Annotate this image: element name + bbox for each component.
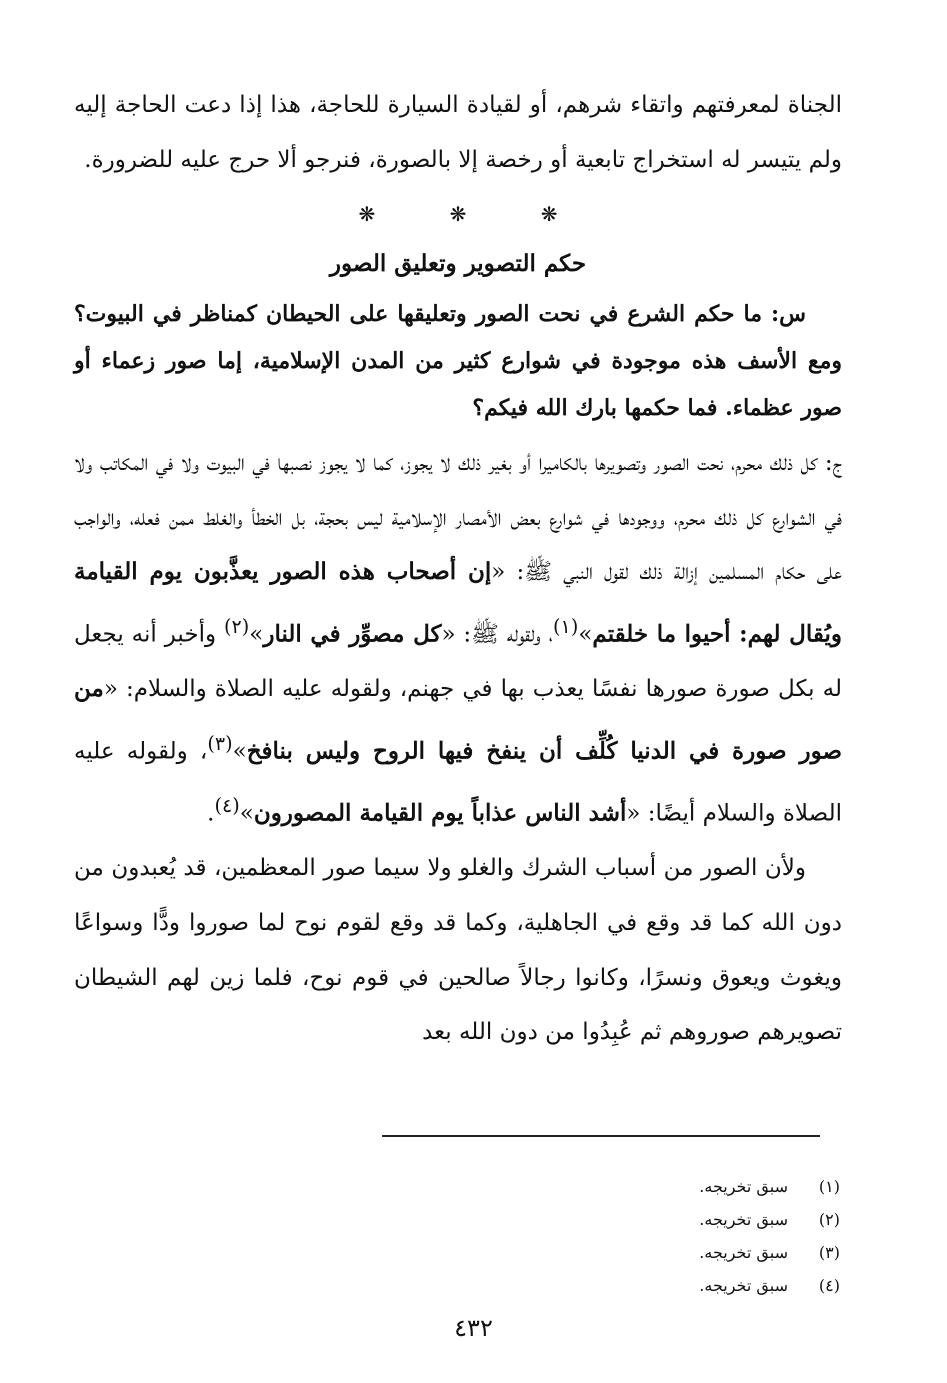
- footnote-divider: [382, 1135, 820, 1137]
- footnote-item: [560, 1170, 840, 1203]
- footnote-ref[interactable]: (١): [553, 614, 579, 638]
- footnote-item: [560, 1203, 840, 1236]
- hadith-quote: من صور صورة في الدنيا كُلِّف أن ينفخ فيها الروح وليس بنافخ: [74, 675, 843, 765]
- section-title: حكم التصوير وتعليق الصور: [329, 250, 587, 278]
- separator-star: ❋: [540, 202, 558, 227]
- closing-paragraph: ولأن الصور من أسباب الشرك والغلو ولا سيما صور المعظمين، قد يُعبدون من دون الله كما قد وقع في الجاهلية، وكما قد وقع لقوم نوح لما صوروا ودًّا وسواعًا ويغوث ويعوق ونسرًا، وكانوا رجالاً صالحين في قوم نوح، فلما زين لهم الشيطان تصويرهم صوروهم ثم عُبِدُوا من دون الله بعد: [74, 855, 842, 1046]
- close-quote: »: [249, 621, 264, 648]
- footnotes: [560, 1170, 840, 1302]
- close-quote: »: [239, 800, 254, 827]
- answer-text: .: [207, 800, 215, 827]
- footnote-text: سبق تخريجه.: [699, 1177, 788, 1196]
- footnote-ref[interactable]: (٤): [214, 794, 240, 818]
- footnote-number: (١): [818, 1177, 840, 1196]
- answer-text: ، ولقوله ﷺ: «: [441, 621, 554, 648]
- answer-block: [74, 436, 842, 1060]
- footnote-item: [560, 1269, 840, 1302]
- separator-star: ❋: [358, 202, 376, 227]
- hadith-quote: كل مصوِّر في النار: [263, 620, 442, 648]
- footnote-number: (٢): [818, 1210, 840, 1229]
- footnote-ref[interactable]: (٢): [224, 614, 250, 638]
- footnote-number: (٤): [818, 1276, 840, 1295]
- section-separator: [74, 195, 842, 233]
- footnote-text: سبق تخريجه.: [699, 1243, 788, 1262]
- question-paragraph: س: ما حكم الشرع في نحت الصور وتعليقها على الحيطان كمناظر في البيوت؟ ومع الأسف هذه موجودة في شوارع كثير من المدن الإسلامية، إما صور زعماء أو صور عظماء. فما حكمها بارك الله فيكم؟: [74, 301, 842, 422]
- intro-paragraph: الجناة لمعرفتهم واتقاء شرهم، أو لقيادة السيارة للحاجة، هذا إذا دعت الحاجة إليه ولم يتيسر له استخراج تابعية أو رخصة إلا بالصورة، فنرجو ألا حرج عليه للضرورة.: [74, 92, 842, 173]
- answer-paragraph: [74, 436, 842, 841]
- footnote-ref[interactable]: (٣): [207, 731, 233, 755]
- footnote-number: (٣): [818, 1243, 840, 1262]
- footnote-text: سبق تخريجه.: [699, 1210, 788, 1229]
- answer-text: ج: كل ذلك محرم، نحت الصور وتصويرها بالكاميرا أو بغير ذلك لا يجوز، كما لا يجوز نصبها في البيوت ولا في المكاتب ولا في الشوارع كل ذلك محرم، ووجودها في شوارع بعض الأمصار الإسلامية ليس بحجة، بل الخطأ والغلط ممن فعله، والواجب على حكام المسلمين إزالة ذلك لقول النبي ﷺ: «: [74, 450, 842, 586]
- footnote-item: [560, 1236, 840, 1269]
- close-quote: »: [232, 738, 247, 765]
- hadith-quote: أشد الناس عذاباً يوم القيامة المصورون: [253, 799, 627, 827]
- answer-text: وأخبر أنه يجعل له بكل صورة صورها نفسًا يعذب بها في جهنم، ولقوله عليه الصلاة والسلام: «: [74, 621, 842, 703]
- separator-star: ❋: [449, 202, 467, 227]
- page-number: ٤٣٢: [454, 1314, 493, 1342]
- answer-text: ، ولقوله عليه الصلاة والسلام أيضًا: «: [74, 738, 842, 827]
- page-body: [74, 78, 842, 1060]
- close-quote: »: [578, 621, 593, 648]
- hadith-quote: إن أصحاب هذه الصور يعذَّبون يوم القيامة ويُقال لهم: أحيوا ما خلقتم: [74, 558, 842, 648]
- footnote-text: سبق تخريجه.: [699, 1276, 788, 1295]
